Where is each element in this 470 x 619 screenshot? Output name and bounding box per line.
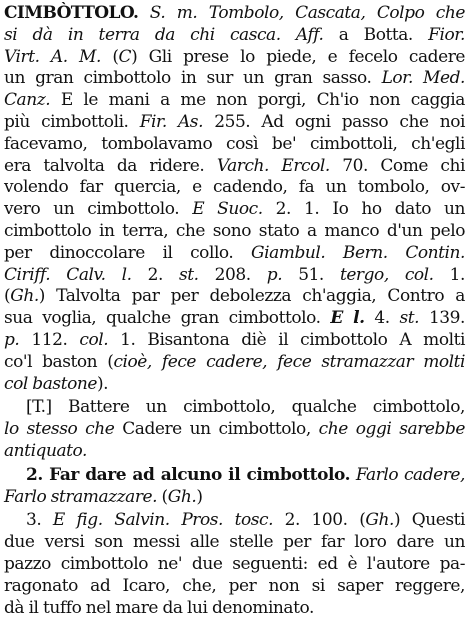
text-line: [4, 90, 465, 112]
text-segment: E fig. Salvin. Pros. tosc.: [52, 510, 274, 531]
text-segment: C: [118, 46, 132, 67]
text-line: [4, 308, 465, 330]
text-line: [4, 352, 465, 374]
text-segment: 51.: [282, 264, 340, 285]
text-segment: Lor. Med.: [381, 68, 466, 89]
headword: CIMBÒTTOLO.: [4, 3, 139, 23]
text-segment: 139.: [419, 308, 465, 329]
text-segment: st.: [179, 264, 199, 285]
text-segment: vero un cimbottolo.: [4, 199, 193, 220]
text-segment: a Botta.: [323, 24, 429, 45]
text-segment: due versi son messi alle stelle per far loro dare un: [4, 532, 465, 553]
text-segment: volendo far quercia, e cadendo, fa un tombolo, ov-: [4, 177, 465, 198]
text-line: [4, 25, 465, 47]
text-segment: 1. Bisantona diè il cimbottolo A molti: [108, 329, 465, 350]
text-segment: E l.: [330, 308, 365, 329]
text-segment: 1.: [433, 264, 465, 285]
text-segment: (: [100, 46, 119, 67]
text-line: [4, 3, 465, 25]
text-line: [4, 243, 465, 265]
text-line: [4, 68, 465, 90]
text-segment: un gran cimbottolo in sur un gran sasso.: [4, 68, 382, 89]
text-line: [4, 330, 465, 352]
text-line: [4, 374, 465, 396]
text-segment: 4.: [364, 308, 400, 329]
text-segment: ragonato ad Icaro, che, per non si saper reggere,: [4, 575, 465, 596]
text-segment: più cimbottoli.: [4, 111, 140, 132]
text-line: [4, 156, 465, 178]
sense-2: [4, 465, 465, 509]
text-line: [4, 487, 465, 509]
text-segment: 3.: [26, 510, 53, 531]
text-segment: p.: [266, 264, 283, 285]
text-segment: ) Questi: [393, 510, 465, 531]
dictionary-page: [4, 3, 465, 619]
text-line: [4, 419, 465, 441]
text-segment: (: [4, 286, 11, 307]
text-segment: E Suoc.: [192, 199, 263, 220]
text-segment: Gh.: [167, 486, 197, 507]
text-segment: 2. 100. (: [273, 510, 366, 531]
sense-3: [4, 510, 465, 619]
text-segment: 70. Come chi: [329, 155, 465, 176]
text-segment: sua voglia, qualche gran cimbottolo.: [4, 308, 331, 329]
entry-main: [4, 3, 465, 395]
text-segment: si dà in terra da chi casca. Aff.: [4, 24, 324, 45]
text-segment: 255. Ad ogni passo che noi: [203, 111, 466, 132]
text-line: [4, 576, 465, 598]
text-segment: S. m. Tombolo, Cascata, Colpo che: [149, 3, 465, 23]
text-line: [4, 177, 465, 199]
tommaseo-note: [4, 397, 465, 462]
text-line: [4, 532, 465, 554]
text-segment: che oggi sarebbe: [318, 419, 465, 440]
text-segment: col bastone: [4, 373, 97, 394]
text-line: [4, 286, 465, 308]
text-segment: antiquato.: [4, 440, 87, 461]
text-line: [4, 465, 465, 487]
text-line: [4, 510, 465, 532]
text-segment: Varch. Ercol.: [216, 155, 330, 176]
text-line: [4, 47, 465, 69]
text-segment: Canz.: [4, 90, 51, 111]
text-segment: era talvolta da ridere.: [4, 155, 217, 176]
text-segment: col.: [79, 329, 109, 350]
text-line: [4, 598, 465, 619]
text-line: [4, 134, 465, 156]
text-segment: cimbottolo in terra, che sono stato a manco d'un pelo: [4, 220, 465, 241]
text-segment: lo stesso che: [4, 419, 115, 440]
text-line: [4, 397, 465, 419]
text-segment: facevamo, tombolavamo così be' cimbottoli, ch'egli: [4, 133, 465, 154]
text-segment: [T.] Battere un cimbottolo, qualche cimbottolo,: [26, 397, 465, 418]
text-segment: 208.: [198, 264, 267, 285]
text-line: [4, 265, 465, 287]
text-segment: ) Talvolta par per debolezza ch'aggia, Contro a: [38, 286, 465, 307]
text-segment: Gh.: [365, 510, 394, 531]
text-segment: Giambul. Bern. Contin.: [250, 242, 465, 263]
text-segment: 2. 1. Io ho dato un: [262, 199, 465, 220]
text-segment: co'l baston (: [4, 351, 114, 372]
text-segment: Virt. A. M.: [4, 46, 101, 67]
text-line: [4, 554, 465, 576]
text-segment: Cadere un cimbottolo,: [114, 419, 319, 440]
text-line: [4, 112, 465, 134]
text-segment: tergo, col.: [339, 264, 434, 285]
text-segment: Fior.: [428, 24, 466, 45]
text-segment: 2. Far dare ad alcuno il cimbottolo.: [26, 464, 351, 485]
text-segment: p.: [4, 329, 20, 350]
text-segment: E le mani a me non porgi, Ch'io non caggia: [50, 90, 465, 111]
text-segment: 112.: [19, 329, 80, 350]
text-segment: Ciriff. Calv. l.: [4, 264, 132, 285]
text-segment: st.: [399, 308, 420, 329]
text-segment: ): [196, 486, 203, 507]
text-line: [4, 441, 465, 463]
text-segment: ).: [96, 373, 109, 394]
text-segment: Gh.: [10, 286, 39, 307]
text-segment: [138, 3, 149, 23]
text-segment: 2.: [131, 264, 179, 285]
text-segment: Farlo stramazzare.: [4, 486, 158, 507]
text-line: [4, 221, 465, 243]
text-segment: ) Gli prese lo piede, e fecelo cadere: [131, 46, 465, 67]
text-segment: Farlo cadere,: [355, 464, 465, 485]
text-segment: per dinoccolare il collo.: [4, 242, 251, 263]
text-line: [4, 199, 465, 221]
text-segment: dà il tuffo nel mare da lui denominato.: [4, 597, 314, 618]
text-segment: Fir. As.: [139, 111, 204, 132]
text-segment: pazzo cimbottolo ne' due seguenti: ed è l'autore pa-: [4, 553, 465, 574]
text-segment: (: [157, 486, 168, 507]
text-segment: cioè, fece cadere, fece stramazzar molti: [113, 351, 466, 372]
